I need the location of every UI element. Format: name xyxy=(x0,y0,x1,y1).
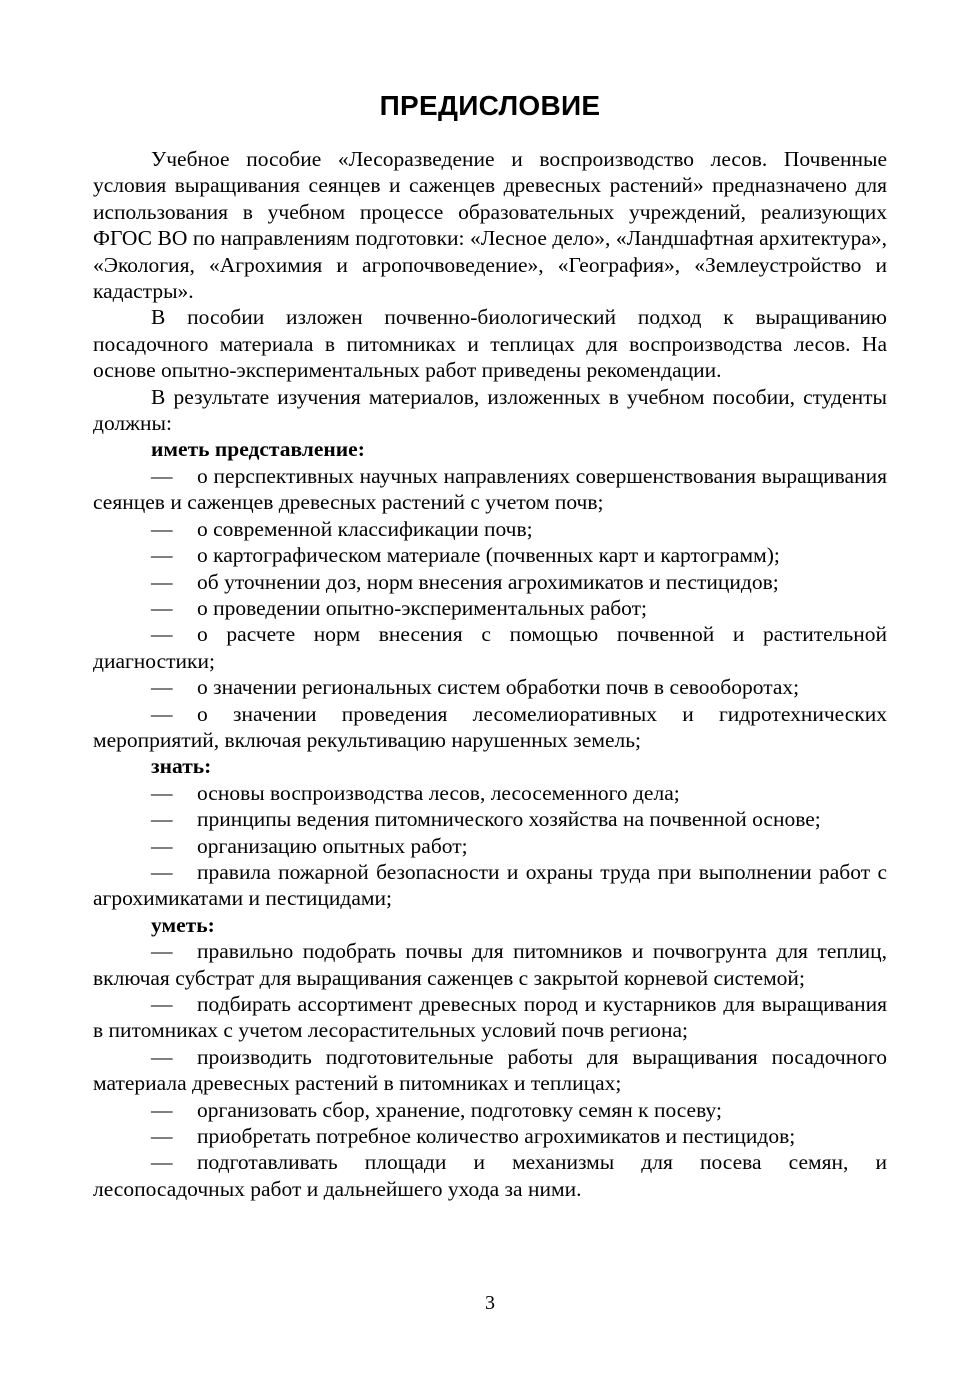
list-item-text: правила пожарной безопасности и охраны труда при выполнении работ с агрохимикатами и пестицидами; xyxy=(93,859,887,911)
paragraph-results: В результате изучения материалов, изложенных в учебном пособии, студенты должны: xyxy=(93,384,887,436)
list-item-text: о картографическом материале (почвенных карт и картограмм); xyxy=(197,543,780,568)
dash-marker: — xyxy=(151,701,173,726)
list-item xyxy=(93,542,887,568)
dash-marker: — xyxy=(151,939,173,964)
list-item-text: принципы ведения питомнического хозяйства на почвенной основе; xyxy=(197,807,821,832)
dash-marker: — xyxy=(151,569,173,594)
list-item-text: о проведении опытно-экспериментальных работ; xyxy=(197,595,648,620)
page-number: 3 xyxy=(485,1292,495,1314)
paragraph-intro: Учебное пособие «Лесоразведение и воспроизводство лесов. Почвенные условия выращивания сеянцев и саженцев древесных растений» предназначено для использования в учебном процессе образовательных учреждений, реализующих ФГОС ВО по направлениям подготовки: «Лесное дело», «Ландшафтная архитектура», «Экология, «Агрохимия и агропочвоведение», «География», «Землеустройство и кадастры». xyxy=(93,147,887,304)
dash-marker: — xyxy=(151,463,173,488)
list-item-text: о современной классификации почв; xyxy=(197,516,533,541)
list-item xyxy=(93,569,887,595)
dash-marker: — xyxy=(151,807,173,832)
list-item xyxy=(93,701,887,754)
list-item-text: подбирать ассортимент древесных пород и кустарников для выращивания в питомниках с учетом лесорастительных условий почв региона; xyxy=(93,992,887,1043)
list-item xyxy=(93,621,887,674)
page-title: ПРЕДИСЛОВИЕ xyxy=(379,90,601,121)
dash-marker: — xyxy=(151,1124,173,1149)
list-item xyxy=(93,833,887,859)
list-item-text: о значении проведения лесомелиоративных и гидротехнических мероприятий, включая рекультивацию нарушенных земель; xyxy=(93,701,887,752)
list-item xyxy=(93,463,887,516)
list-item-text: правильно подобрать почвы для питомников и почвогрунта для теплиц, включая субстрат для выращивания саженцев с закрытой корневой системой; xyxy=(93,939,887,990)
list-item xyxy=(93,806,887,832)
list-item-text: о перспективных научных направлениях совершенствования выращивания сеянцев и саженцев древесных растений с учетом почв; xyxy=(93,463,887,515)
dash-marker: — xyxy=(151,516,173,541)
list-item xyxy=(93,595,887,621)
list-item xyxy=(93,859,887,912)
list-item-text: о значении региональных систем обработки почв в севооборотах; xyxy=(197,675,800,700)
dash-marker: — xyxy=(151,675,173,700)
dash-marker: — xyxy=(151,1044,173,1069)
list-item-text: подготавливать площади и механизмы для посева семян, и лесопосадочных работ и дальнейшего ухода за ними. xyxy=(93,1150,887,1201)
list-item-text: основы воспроизводства лесов, лесосеменного дела; xyxy=(197,780,680,805)
section-heading-know: знать: xyxy=(151,754,212,779)
section-heading-able: уметь: xyxy=(151,912,215,937)
document-body xyxy=(93,146,887,1202)
list-item-text: о расчете норм внесения с помощью почвенной и растительной диагностики; xyxy=(93,622,887,673)
list-item xyxy=(93,1123,887,1149)
dash-marker: — xyxy=(151,1097,173,1122)
dash-marker: — xyxy=(151,859,173,884)
dash-marker: — xyxy=(151,833,173,858)
list-item-text: организовать сбор, хранение, подготовку семян к посеву; xyxy=(197,1097,722,1122)
dash-marker: — xyxy=(151,622,173,647)
paragraph-approach: В пособии изложен почвенно-биологический подход к выращиванию посадочного материала в питомниках и теплицах для воспроизводства лесов. На основе опытно-экспериментальных работ приведены рекомендации. xyxy=(93,305,887,383)
list-item-text: приобретать потребное количество агрохимикатов и пестицидов; xyxy=(197,1124,796,1149)
list-item-text: производить подготовительные работы для выращивания посадочного материала древесных растений в питомниках и теплицах; xyxy=(93,1044,887,1096)
dash-marker: — xyxy=(151,1150,173,1175)
dash-marker: — xyxy=(151,595,173,620)
list-item-text: об уточнении доз, норм внесения агрохимикатов и пестицидов; xyxy=(197,569,779,594)
list-item xyxy=(93,516,887,542)
list-item xyxy=(93,1097,887,1123)
list-item xyxy=(93,991,887,1044)
dash-marker: — xyxy=(151,543,173,568)
section-heading-represent: иметь представление: xyxy=(151,437,365,462)
list-item xyxy=(93,938,887,991)
list-item xyxy=(93,1149,887,1202)
list-item xyxy=(93,674,887,700)
dash-marker: — xyxy=(151,780,173,805)
list-item-text: организацию опытных работ; xyxy=(197,833,468,858)
list-item xyxy=(93,1044,887,1097)
dash-marker: — xyxy=(151,992,173,1016)
list-item xyxy=(93,780,887,806)
